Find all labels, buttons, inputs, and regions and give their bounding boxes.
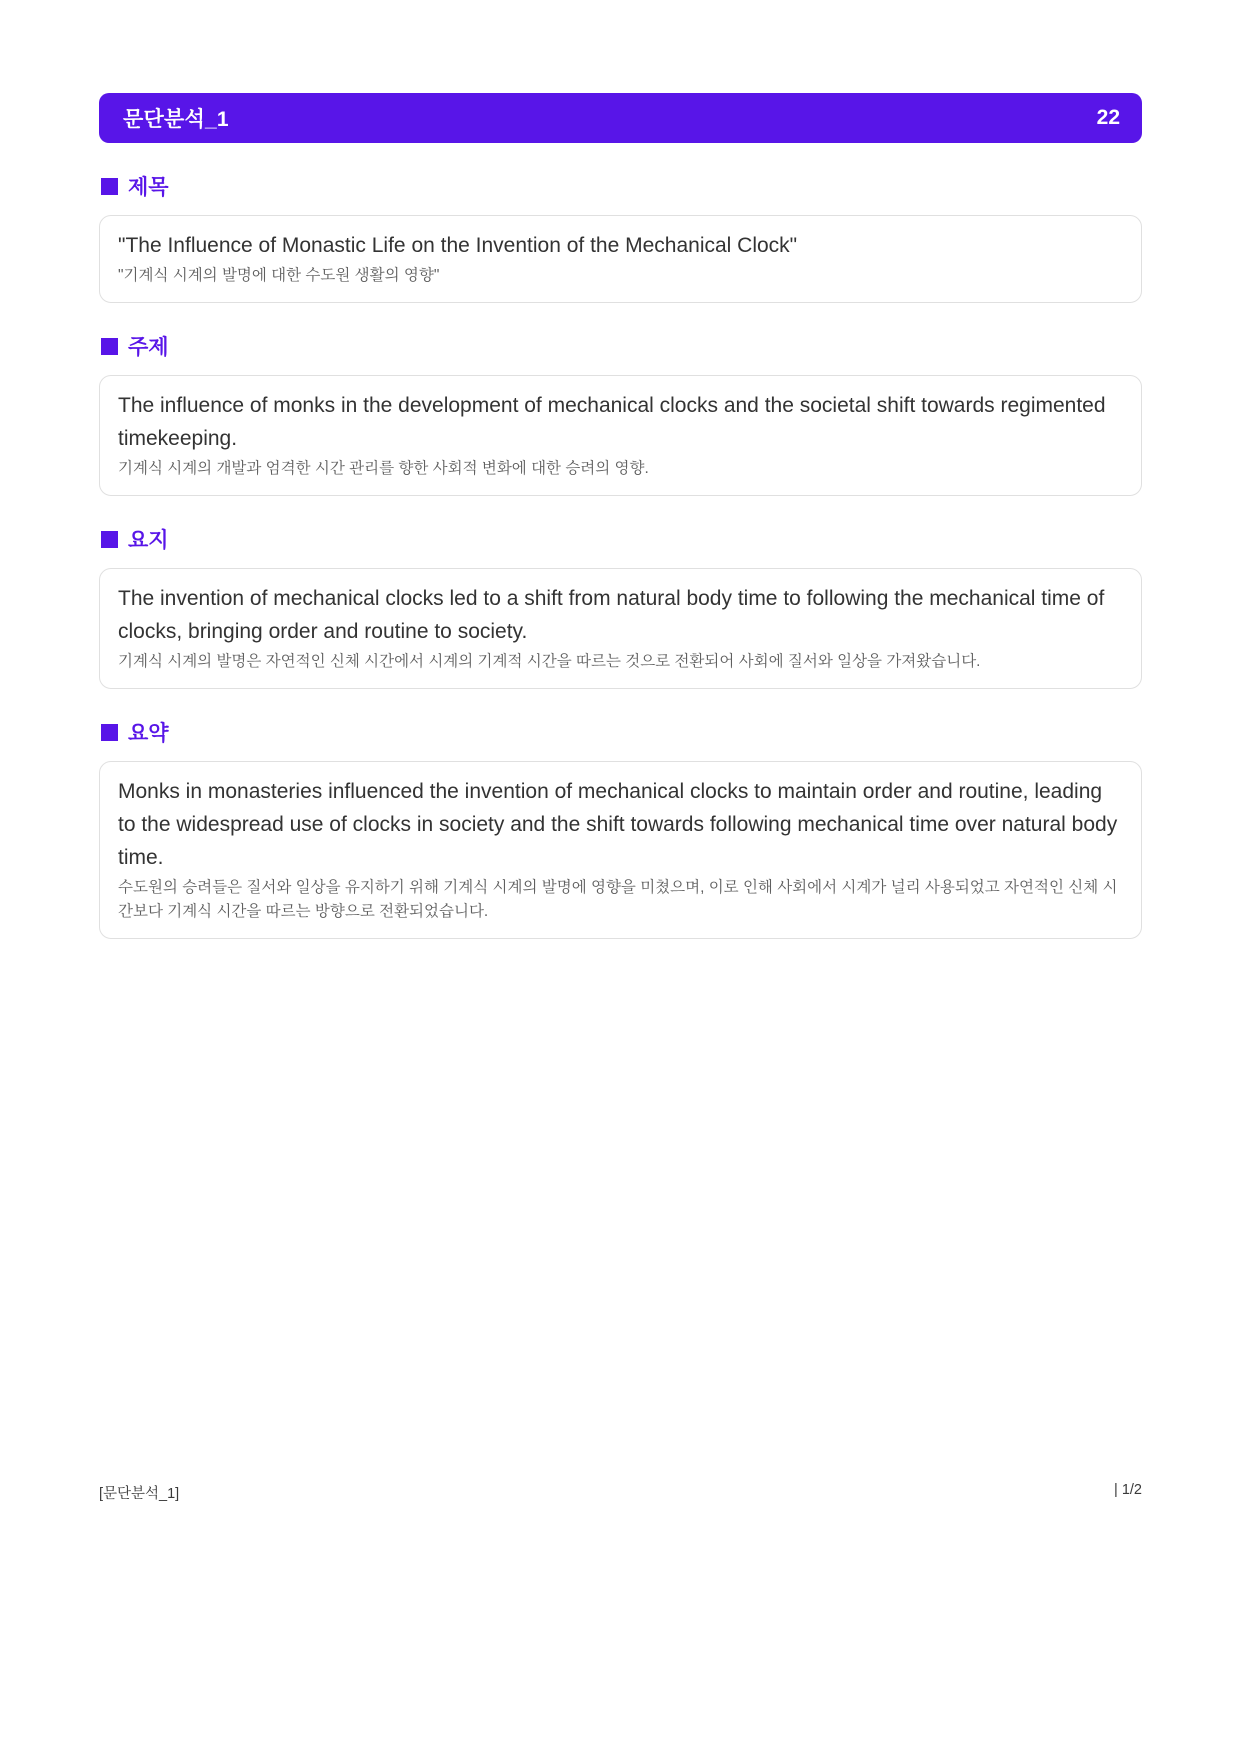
english-text: The invention of mechanical clocks led to a shift from natural body time to following the mechanical time of clocks, bringing order and routine to society. bbox=[118, 587, 1105, 643]
header-title: 문단분석_1 bbox=[123, 108, 229, 131]
content-box bbox=[99, 568, 1142, 689]
content-box bbox=[99, 761, 1142, 939]
square-bullet-icon bbox=[101, 724, 118, 741]
square-bullet-icon bbox=[101, 178, 118, 195]
square-bullet-icon bbox=[101, 338, 118, 355]
english-text: Monks in monasteries influenced the invention of mechanical clocks to maintain order and routine, leading to the widespread use of clocks in society and the shift towards following mechanical time over natural body time. bbox=[118, 780, 1118, 869]
header-page-number: 22 bbox=[1096, 106, 1120, 129]
footer-page-indicator: | 1/2 bbox=[1114, 1482, 1142, 1498]
section-topic bbox=[99, 331, 1142, 496]
section-heading-label: 주제 bbox=[128, 336, 169, 359]
section-heading-label: 제목 bbox=[128, 176, 169, 199]
english-text: "The Influence of Monastic Life on the Invention of the Mechanical Clock" bbox=[118, 234, 798, 257]
section-header-bar bbox=[99, 93, 1142, 143]
english-text: The influence of monks in the development of mechanical clocks and the societal shift towards regimented timekeeping. bbox=[118, 394, 1106, 450]
korean-translation: 기계식 시계의 발명은 자연적인 신체 시간에서 시계의 기계적 시간을 따르는 것으로 전환되어 사회에 질서와 일상을 가져왔습니다. bbox=[118, 653, 981, 670]
section-heading bbox=[101, 171, 1140, 201]
korean-translation: "기계식 시계의 발명에 대한 수도원 생활의 영향" bbox=[118, 267, 440, 284]
section-heading-label: 요약 bbox=[128, 722, 169, 745]
section-heading bbox=[101, 331, 1140, 361]
content-box bbox=[99, 215, 1142, 303]
section-heading bbox=[101, 524, 1140, 554]
square-bullet-icon bbox=[101, 531, 118, 548]
page-footer bbox=[99, 1482, 1142, 1503]
korean-translation: 기계식 시계의 개발과 엄격한 시간 관리를 향한 사회적 변화에 대한 승려의 영향. bbox=[118, 460, 649, 477]
section-heading-label: 요지 bbox=[128, 529, 169, 552]
footer-label: [문단분석_1] bbox=[99, 1486, 180, 1502]
section-heading bbox=[101, 717, 1140, 747]
section-summary bbox=[99, 717, 1142, 939]
section-gist bbox=[99, 524, 1142, 689]
section-title bbox=[99, 171, 1142, 303]
content-box bbox=[99, 375, 1142, 496]
korean-translation: 수도원의 승려들은 질서와 일상을 유지하기 위해 기계식 시계의 발명에 영향을 미쳤으며, 이로 인해 사회에서 시계가 널리 사용되었고 자연적인 신체 시간보다 기계식 시간을 따르는 방향으로 전환되었습니다. bbox=[118, 879, 1118, 920]
